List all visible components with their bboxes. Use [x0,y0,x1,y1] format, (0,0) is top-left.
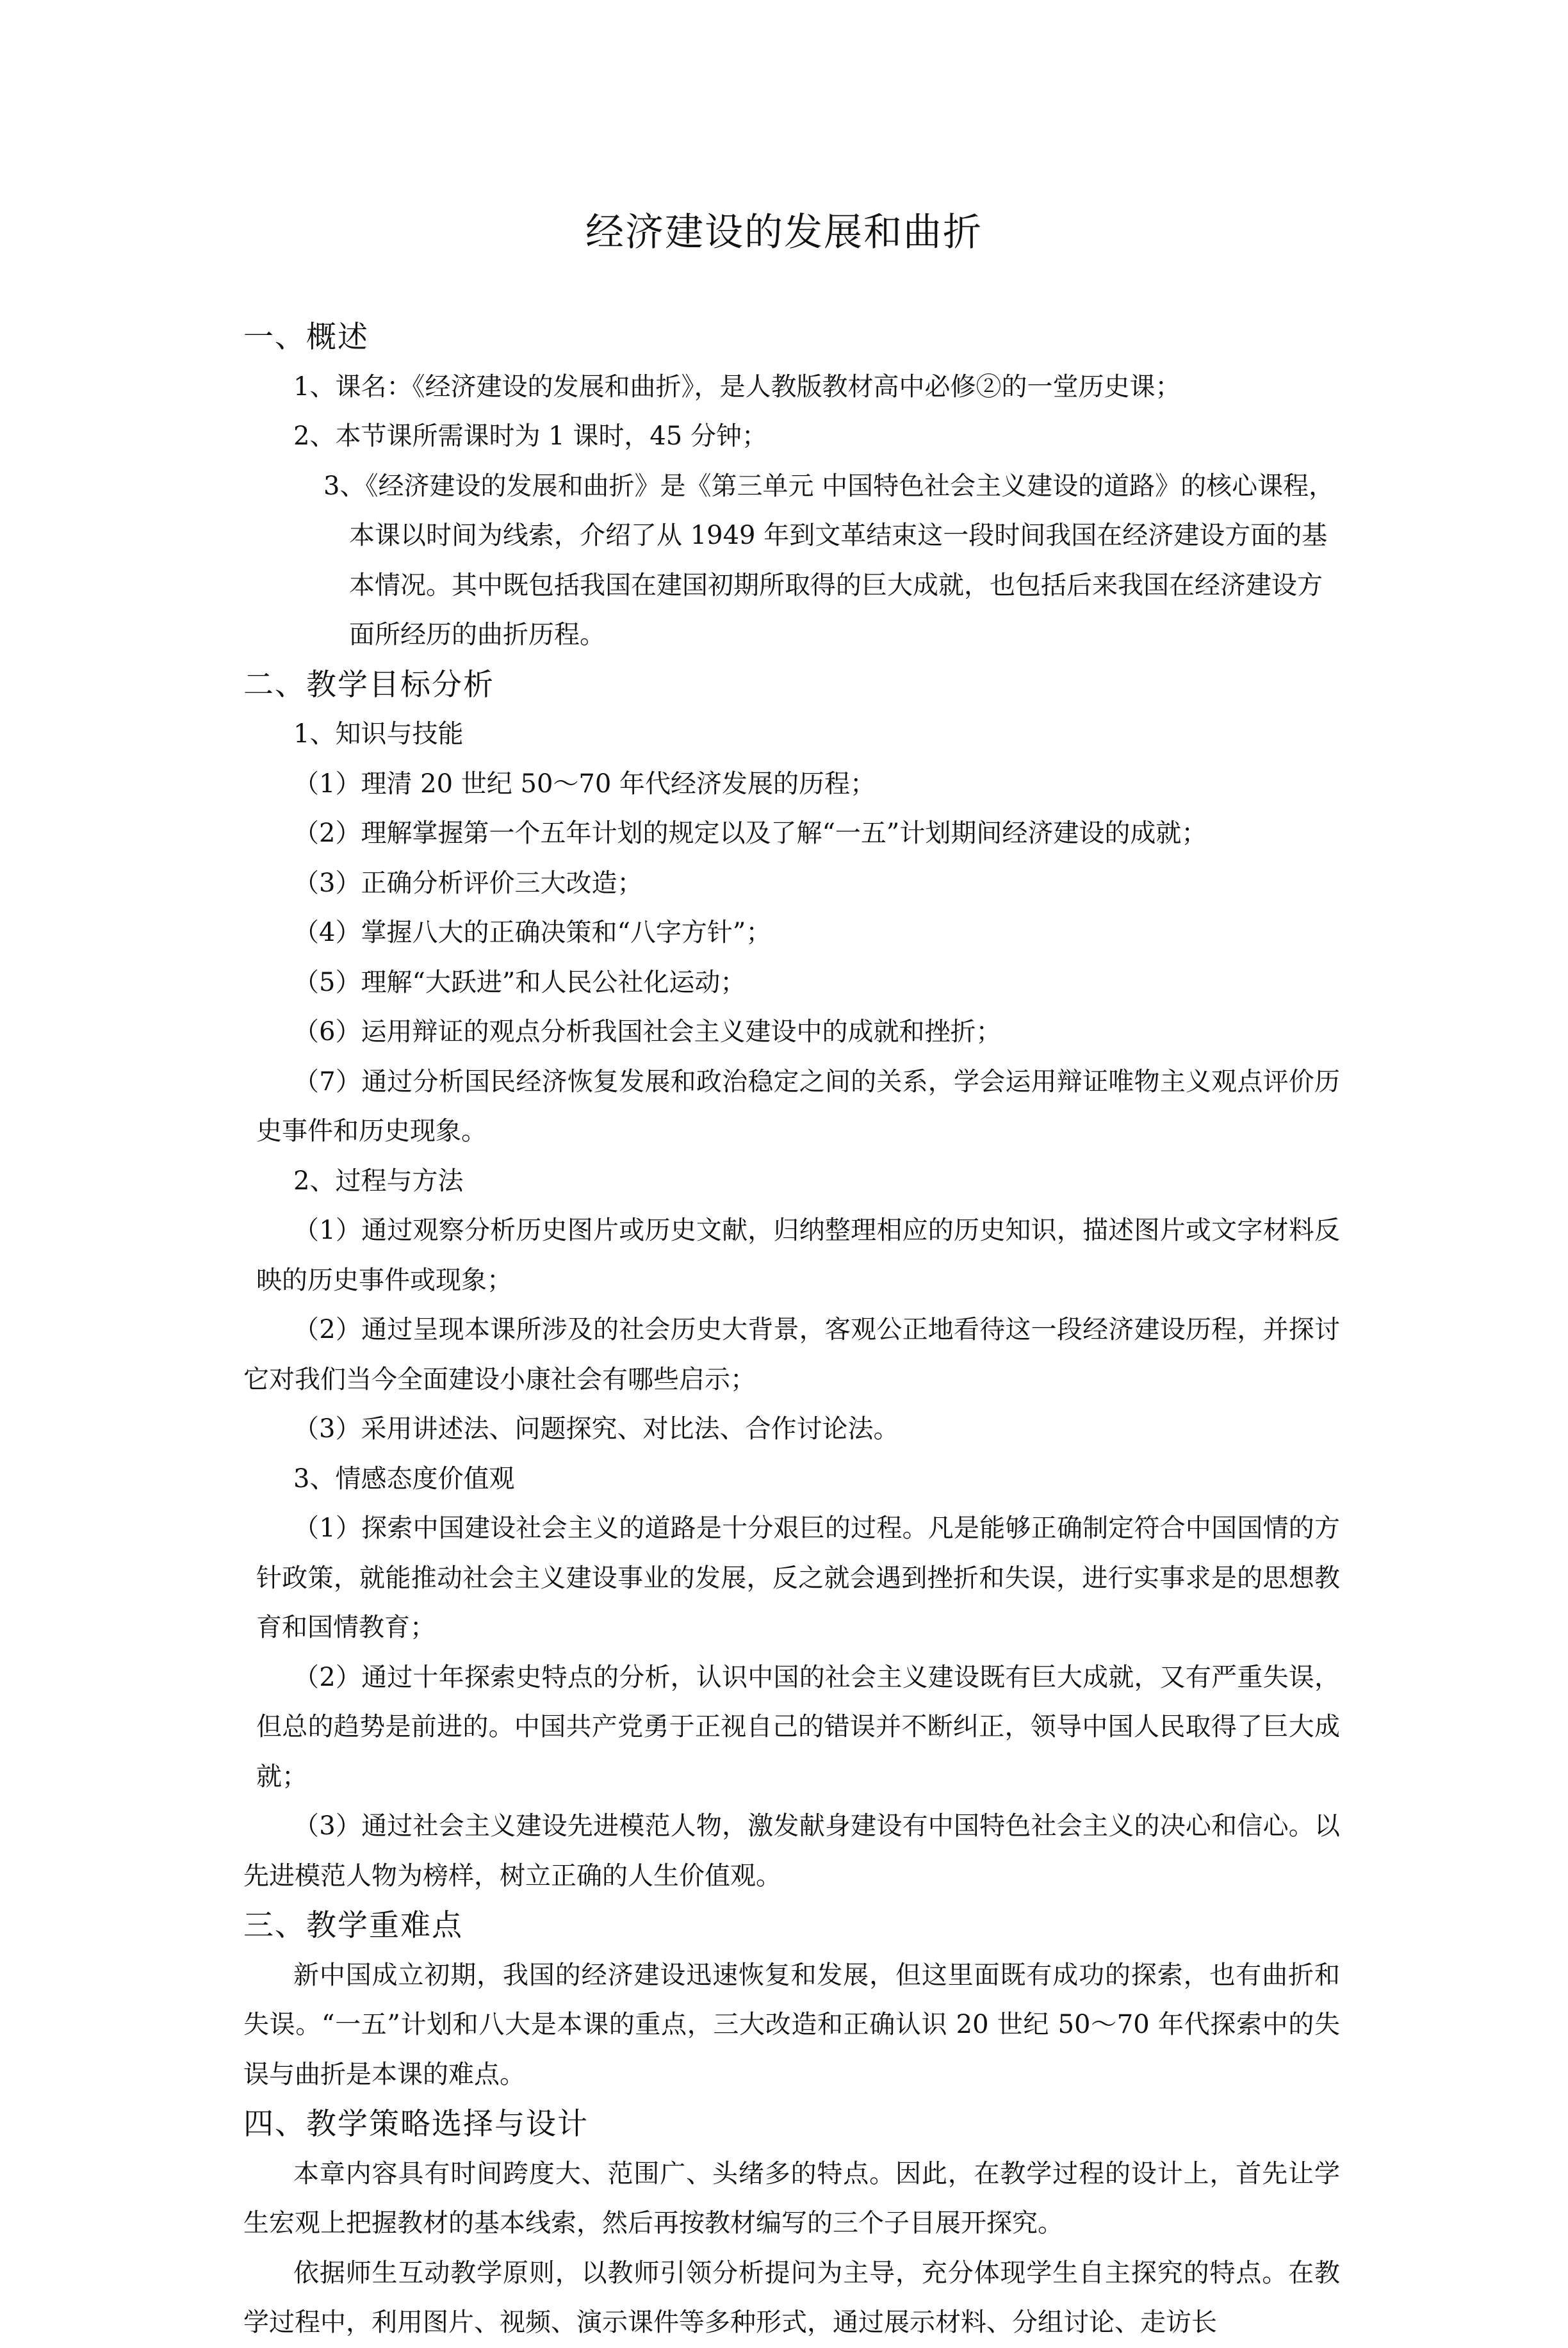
process-item: （3）采用讲述法、问题探究、对比法、合作讨论法。 [293,1414,899,1444]
knowledge-item: （1）理清 20 世纪 50～70 年代经济发展的历程； [293,769,876,799]
strategy-paragraph: 本章内容具有时间跨度大、范围广、头绪多的特点。因此，在教学过程的设计上，首先让学生宏观上把握教材的基本线索，然后再按教材编写的三个子目展开探究。 [243,2158,1340,2238]
values-item: （2）通过十年探索史特点的分析，认识中国的社会主义建设既有巨大成就，又有严重失误，但总的趋势是前进的。中国共产党勇于正视自己的错误并不断纠正，领导中国人民取得了巨大成就； [256,1662,1340,1791]
overview-item: 1、课名：《经济建设的发展和曲折》，是人教版教材高中必修②的一堂历史课； [293,371,1181,402]
document-body [243,313,1340,2348]
section-heading-key-points: 三、教学重难点 [243,1908,463,1943]
knowledge-item: （2）理解掌握第一个五年计划的规定以及了解“一五”计划期间经济建设的成就； [293,819,1207,848]
overview-item: 3、《经济建设的发展和曲折》是《第三单元 中国特色社会主义建设的道路》的核心课程，本课以时间为线索，介绍了从 1949 年到文革结束这一段时间我国在经济建设方面的基本情况。其中既包括我国在建国初期所取得的巨大成就，也包括后来我国在经济建设方面所经历的曲折历程。 [323,471,1335,649]
page-title: 经济建设的发展和曲折 [585,210,983,255]
section-heading-objectives: 二、教学目标分析 [243,667,494,703]
values-item: （3）通过社会主义建设先进模范人物，激发献身建设有中国特色社会主义的决心和信心。以先进模范人物为榜样，树立正确的人生价值观。 [243,1811,1340,1891]
knowledge-item: （5）理解“大跃进”和人民公社化运动； [293,967,746,997]
subsection-label-values: 3、情感态度价值观 [293,1463,515,1494]
knowledge-item: （6）运用辩证的观点分析我国社会主义建设中的成就和挫折； [293,1017,1002,1047]
process-item: （1）通过观察分析历史图片或历史文献，归纳整理相应的历史知识，描述图片或文字材料反映的历史事件或现象； [256,1216,1340,1295]
strategy-paragraph: 依据师生互动教学原则，以教师引领分析提问为主导，充分体现学生自主探究的特点。在教学过程中，利用图片、视频、演示课件等多种形式，通过展示材料、分组讨论、走访长 [243,2258,1340,2337]
knowledge-item: （7）通过分析国民经济恢复发展和政治稳定之间的关系，学会运用辩证唯物主义观点评价历史事件和历史现象。 [256,1066,1340,1146]
overview-item: 2、本节课所需课时为 1 课时，45 分钟； [293,421,767,451]
section-heading-overview: 一、概述 [243,320,369,355]
values-item: （1）探索中国建设社会主义的道路是十分艰巨的过程。凡是能够正确制定符合中国国情的方针政策，就能推动社会主义建设事业的发展，反之就会遇到挫折和失误，进行实事求是的思想教育和国情教育； [256,1513,1340,1642]
subsection-label-knowledge: 1、知识与技能 [293,719,464,749]
process-item: （2）通过呈现本课所涉及的社会历史大背景，客观公正地看待这一段经济建设历程，并探讨它对我们当今全面建设小康社会有哪些启示； [243,1315,1340,1394]
knowledge-item: （3）正确分析评价三大改造； [293,868,643,898]
key-points-paragraph: 新中国成立初期，我国的经济建设迅速恢复和发展，但这里面既有成功的探索，也有曲折和失误。“一五”计划和八大是本课的重点，三大改造和正确认识 20 世纪 50～70 年代探索中的失误与曲折是本课的难点。 [243,1960,1340,2089]
section-heading-strategy: 四、教学策略选择与设计 [243,2107,589,2142]
knowledge-item: （4）掌握八大的正确决策和“八字方针”； [293,918,772,947]
subsection-label-process: 2、过程与方法 [293,1166,464,1196]
